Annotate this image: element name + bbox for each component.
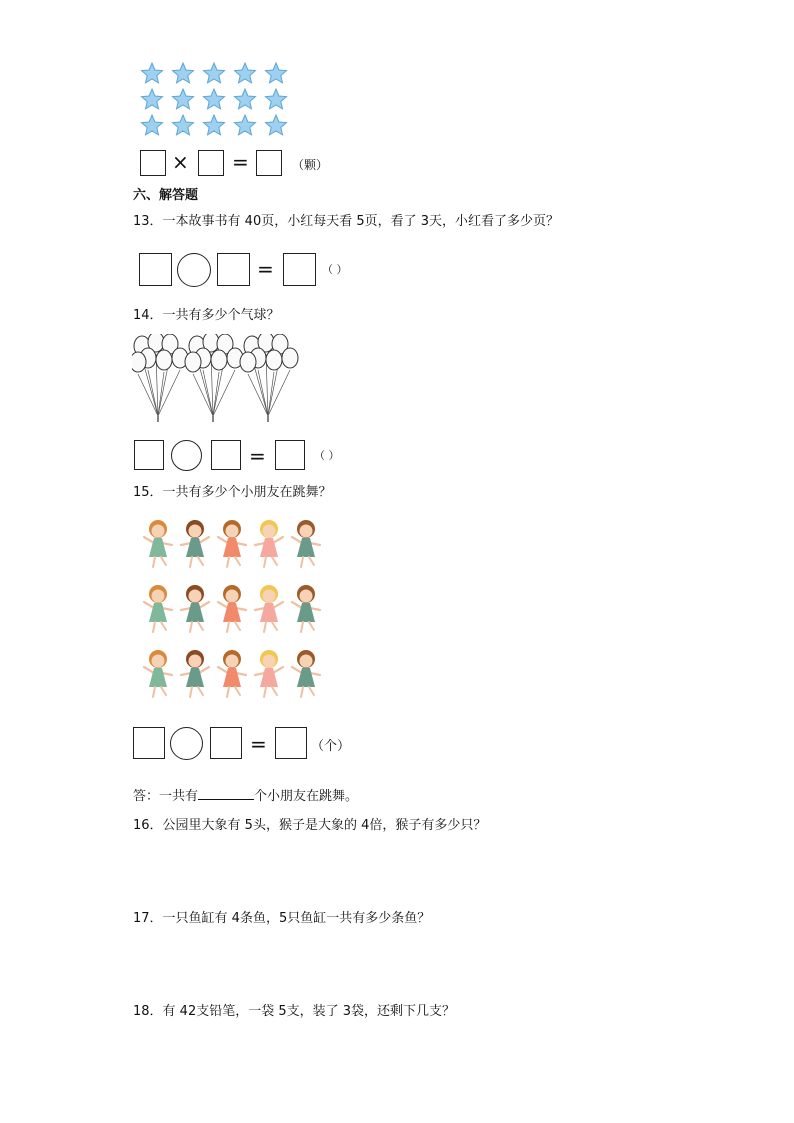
question-17: 17．一只鱼缸有 4条鱼，5只鱼缸一共有多少条鱼？ [133,911,431,926]
balloon-icon [240,334,298,422]
q13-equals-sign: = [257,257,274,281]
star-icon [235,89,256,109]
star-icon [266,63,287,83]
times-sign: × [172,150,189,174]
unit-label: （颗） [292,158,329,172]
balloon-icon [185,334,243,422]
q15-operator-circle[interactable] [170,727,203,760]
dancing-child-icon [255,520,283,567]
q14-unit: （ ） [314,449,340,462]
q13-operator-circle[interactable] [177,253,211,287]
balloons-svg [132,334,312,424]
balloon-icon [132,334,188,422]
q13-box-3[interactable] [283,253,316,286]
q15-box-1[interactable] [133,727,165,759]
dancing-child-icon [255,650,283,697]
q14-equals-sign: = [249,444,266,468]
dancing-child-icon [292,520,320,567]
star-icon [235,115,256,135]
dancing-child-icon [144,520,172,567]
star-icon [204,89,225,109]
dancing-child-icon [292,650,320,697]
answer-blank[interactable] [198,786,254,800]
dancing-child-icon [181,520,209,567]
dancing-child-icon [144,650,172,697]
star-icon [173,89,194,109]
dancing-child-icon [181,585,209,632]
star-icon [173,63,194,83]
star-icon [204,63,225,83]
star-icon [266,115,287,135]
dancing-children [140,515,340,710]
dancing-child-icon [218,585,246,632]
answer-suffix: 个小朋友在跳舞。 [254,789,359,804]
answer-box-3[interactable] [256,150,282,176]
star-icon [266,89,287,109]
star-grid-svg [140,62,300,140]
children-svg [140,515,340,710]
q15-unit: （个） [311,739,351,754]
star-icon [142,89,163,109]
q13-box-2[interactable] [217,253,250,286]
equals-sign: = [232,150,249,174]
balloon-bunches [132,334,312,424]
answer-box-2[interactable] [198,150,224,176]
q15-box-3[interactable] [275,727,307,759]
question-16: 16．公园里大象有 5头，猴子是大象的 4倍，猴子有多少只？ [133,818,487,833]
dancing-child-icon [292,585,320,632]
question-14: 14．一共有多少个气球？ [133,308,280,323]
section-title: 六、解答题 [133,188,199,203]
dancing-child-icon [144,585,172,632]
dancing-child-icon [218,520,246,567]
q14-box-1[interactable] [134,440,164,470]
q13-unit: （ ） [322,263,348,276]
dancing-child-icon [181,650,209,697]
q15-equals-sign: = [250,732,267,756]
dancing-child-icon [218,650,246,697]
star-grid [140,62,300,140]
q15-box-2[interactable] [210,727,242,759]
question-18: 18．有 42支铅笔，一袋 5支，装了 3袋，还剩下几支？ [133,1004,456,1019]
star-icon [142,63,163,83]
answer-15 [133,786,358,805]
dancing-child-icon [255,585,283,632]
star-icon [204,115,225,135]
star-icon [142,115,163,135]
question-15: 15．一共有多少个小朋友在跳舞？ [133,485,332,500]
q14-box-3[interactable] [275,440,305,470]
star-icon [235,63,256,83]
answer-prefix: 答：一共有 [133,789,199,804]
answer-box-1[interactable] [140,150,166,176]
q14-box-2[interactable] [211,440,241,470]
question-13: 13．一本故事书有 40页，小红每天看 5页，看了 3天，小红看了多少页？ [133,214,560,229]
star-icon [173,115,194,135]
q13-box-1[interactable] [139,253,172,286]
q14-operator-circle[interactable] [171,440,202,471]
